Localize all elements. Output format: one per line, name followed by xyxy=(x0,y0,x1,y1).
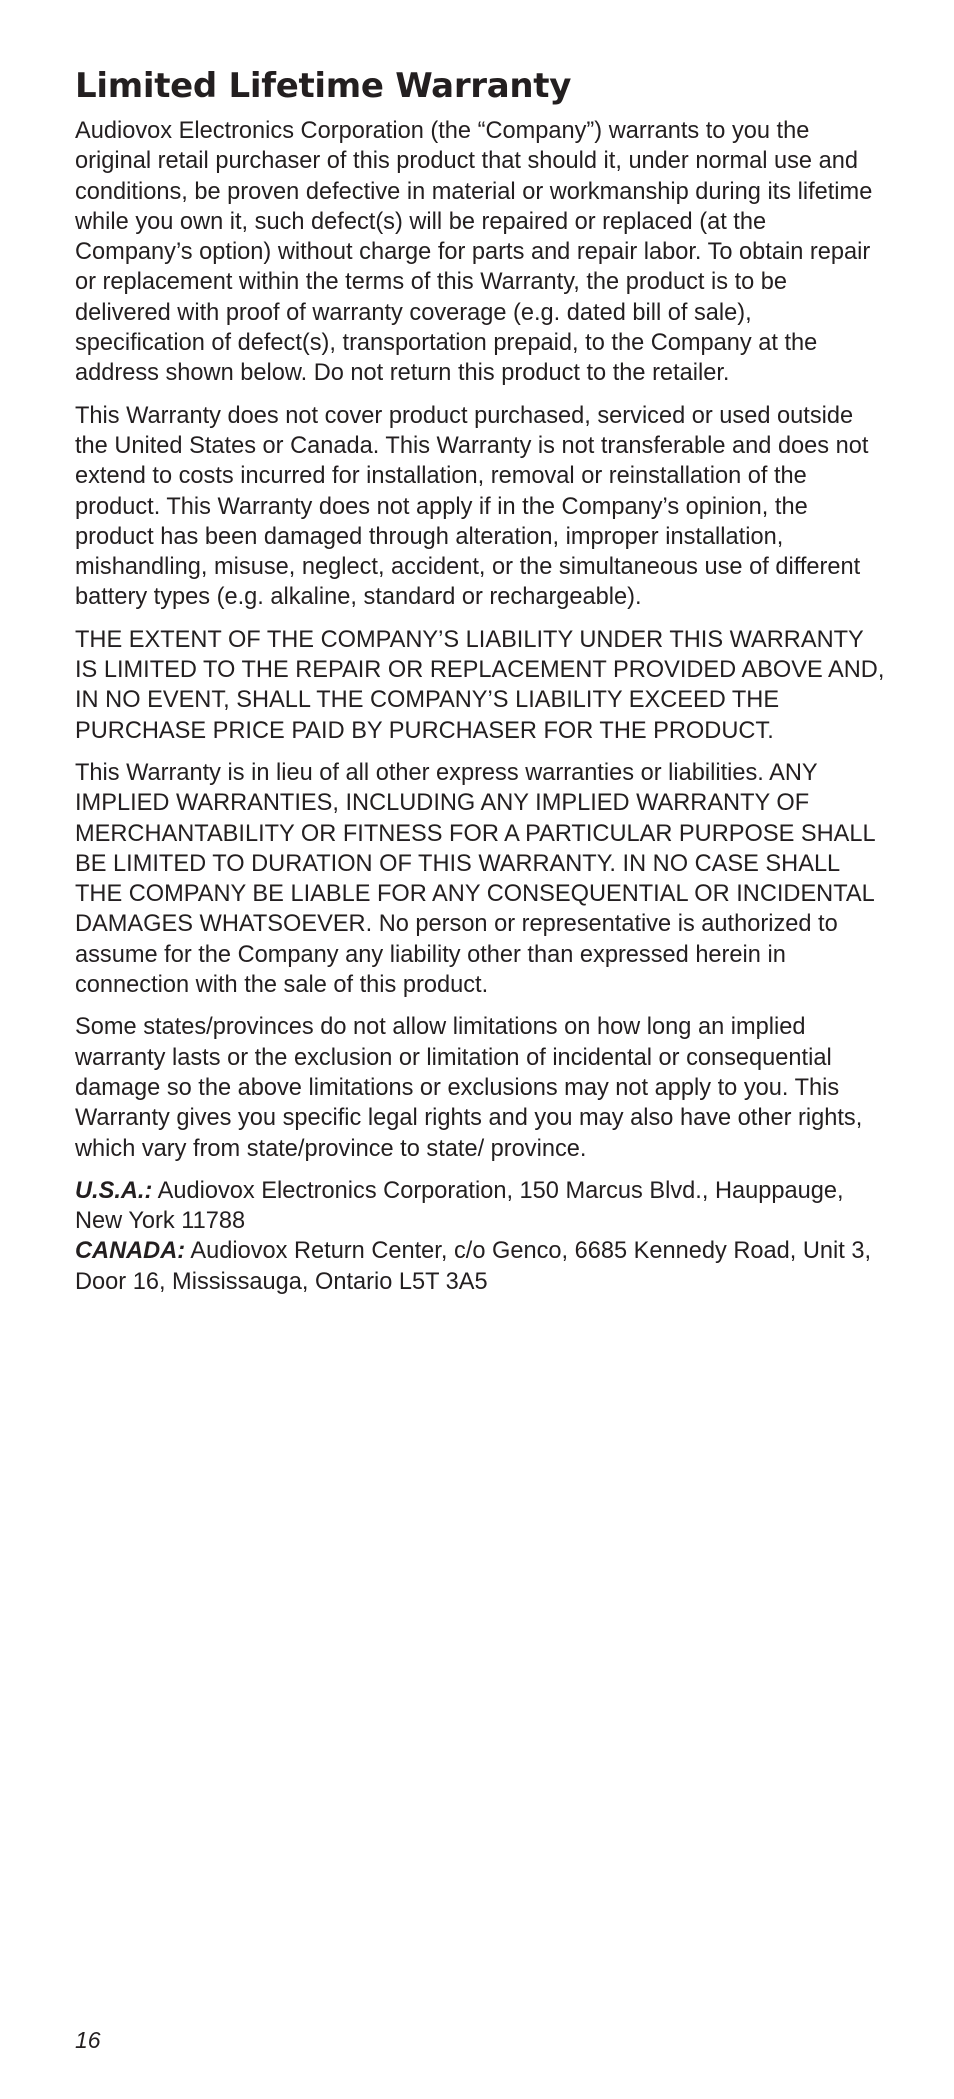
address-canada-label: CANADA: xyxy=(75,1238,186,1265)
address-usa-text: Audiovox Electronics Corporation, 150 Marcus Blvd., Hauppauge, New York 11788 xyxy=(75,1177,844,1235)
address-canada-text: Audiovox Return Center, c/o Genco, 6685 Kennedy Road, Unit 3, Door 16, Mississauga, Ontario L5T 3A5 xyxy=(75,1238,872,1295)
paragraph-exclusions: This Warranty does not cover product purchased, serviced or used outside the United States or Canada. This Warranty is not transferable and does not extend to costs incurred for installation, removal or reinstallation of the product. This Warranty does not apply if in the Company’s opinion, the product has been damaged through alteration, improper installation, mishandling, misuse, neglect, accident, or the simultaneous use of different battery types (e.g. alkaline, standard or rechargeable). xyxy=(75,402,869,611)
paragraph-liability-limit: THE EXTENT OF THE COMPANY’S LIABILITY UNDER THIS WARRANTY IS LIMITED TO THE REPAIR OR REPLACEMENT PROVIDED ABOVE AND, IN NO EVENT, SHALL THE COMPANY’S LIABILITY EXCEED THE PURCHASE PRICE PAID BY PURCHASER FOR THE PRODUCT. xyxy=(75,626,885,744)
paragraph-warranty-terms: Audiovox Electronics Corporation (the “Company”) warrants to you the original retail purchaser of this product that should it, under normal use and conditions, be proven defective in material or workmanship during its lifetime while you own it, such defect(s) will be repaired or replaced (at the Company’s option) without charge for parts and repair labor. To obtain repair or replacement within the terms of this Warranty, the product is to be delivered with proof of warranty coverage (e.g. dated bill of sale), specification of defect(s), transportation prepaid, to the Company at the address shown below. Do not return this product to the retailer. xyxy=(75,118,873,387)
page-title: Limited Lifetime Warranty xyxy=(75,66,572,106)
address-canada xyxy=(75,1236,885,1297)
address-usa-label: U.S.A.: xyxy=(75,1177,153,1204)
paragraph-implied-warranties: This Warranty is in lieu of all other express warranties or liabilities. ANY IMPLIED WARRANTIES, INCLUDING ANY IMPLIED WARRANTY OF MERCHANTABILITY OR FITNESS FOR A PARTICULAR PURPOSE SHALL BE LIMITED TO DURATION OF THIS WARRANTY. IN NO CASE SHALL THE COMPANY BE LIABLE FOR ANY CONSEQUENTIAL OR INCIDENTAL DAMAGES WHATSOEVER. No person or representative is authorized to assume for the Company any liability other than expressed herein in connection with the sale of this product. xyxy=(75,759,875,999)
warranty-page xyxy=(75,66,885,1297)
address-usa xyxy=(75,1176,885,1237)
page-number: 16 xyxy=(75,2027,101,2053)
paragraph-state-rights: Some states/provinces do not allow limitations on how long an implied warranty lasts or the exclusion or limitation of incidental or consequential damage so the above limitations or exclusions may not apply to you. This Warranty gives you specific legal rights and you may also have other rights, which vary from state/province to state/ province. xyxy=(75,1014,863,1162)
